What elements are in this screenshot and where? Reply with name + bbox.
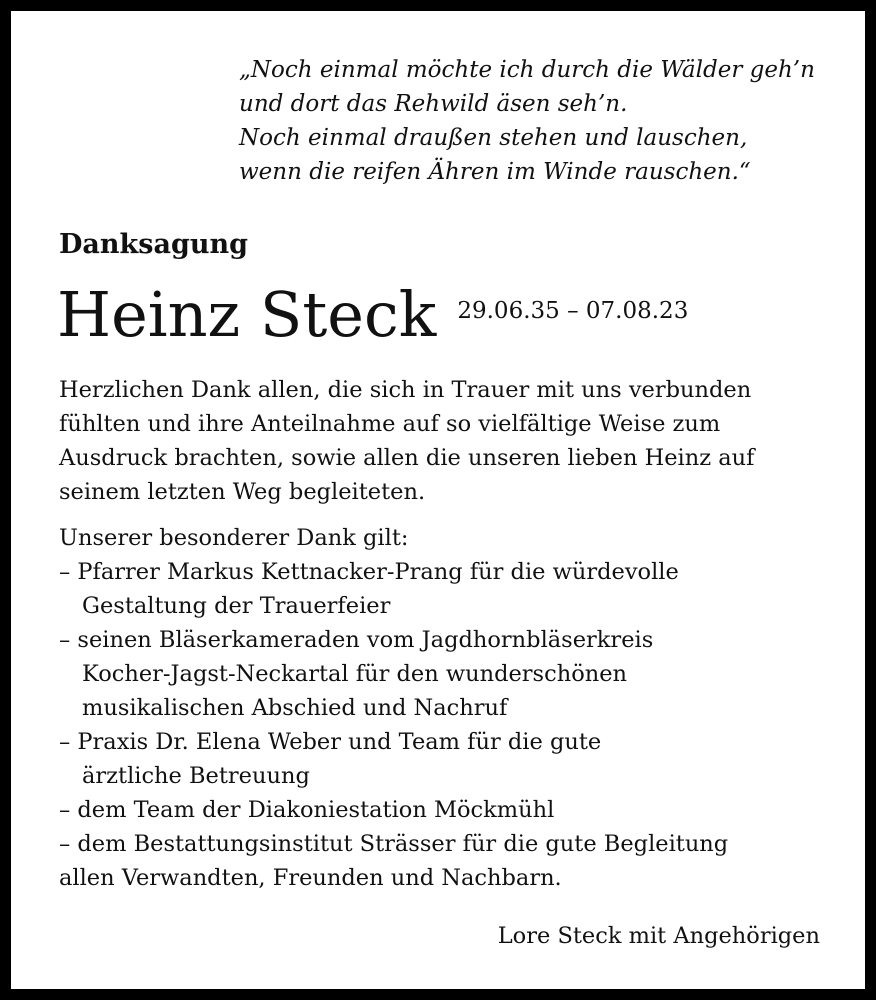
paragraph-line: Herzlichen Dank allen, die sich in Trauer mit uns verbunden <box>59 377 752 403</box>
list-item-continuation: Gestaltung der Trauerfeier <box>82 593 391 619</box>
list-item-continuation: ärztliche Betreuung <box>82 763 310 789</box>
list-item: – dem Bestattungsinstitut Strässer für die gute Begleitung <box>59 831 729 857</box>
paragraph-line: seinem letzten Weg begleiteten. <box>59 479 426 505</box>
list-item-continuation: musikalischen Abschied und Nachruf <box>82 695 508 721</box>
poem-line: wenn die reifen Ähren im Winde rauschen.“ <box>239 159 751 185</box>
list-item: – seinen Bläserkameraden vom Jagdhornbläserkreis <box>59 627 654 653</box>
notice-heading: Danksagung <box>59 229 248 260</box>
list-item-continuation: Kocher-Jagst-Neckartal für den wunderschönen <box>82 661 628 687</box>
paragraph-line: Ausdruck brachten, sowie allen die unseren lieben Heinz auf <box>59 445 755 471</box>
special-thanks-intro: Unserer besonderer Dank gilt: <box>59 525 409 551</box>
poem-line: „Noch einmal möchte ich durch die Wälder geh’n <box>239 57 815 83</box>
list-item: – Praxis Dr. Elena Weber und Team für die gute <box>59 729 602 755</box>
list-closing-line: allen Verwandten, Freunden und Nachbarn. <box>59 865 562 891</box>
poem-line: und dort das Rehwild äsen seh’n. <box>239 91 628 117</box>
poem-quote <box>239 53 815 189</box>
special-thanks-list <box>59 521 728 895</box>
list-item: – dem Team der Diakoniestation Möckmühl <box>59 797 555 823</box>
poem-line: Noch einmal draußen stehen und lauschen, <box>239 125 748 151</box>
deceased-header <box>57 273 688 357</box>
list-item: – Pfarrer Markus Kettnacker-Prang für die würdevolle <box>59 559 679 585</box>
life-dates: 29.06.35 – 07.08.23 <box>457 298 689 324</box>
signature: Lore Steck mit Angehörigen <box>497 923 820 949</box>
thanks-paragraph <box>59 373 754 509</box>
paragraph-line: fühlten und ihre Anteilnahme auf so vielfältige Weise zum <box>59 411 721 437</box>
deceased-name: Heinz Steck <box>57 278 437 351</box>
